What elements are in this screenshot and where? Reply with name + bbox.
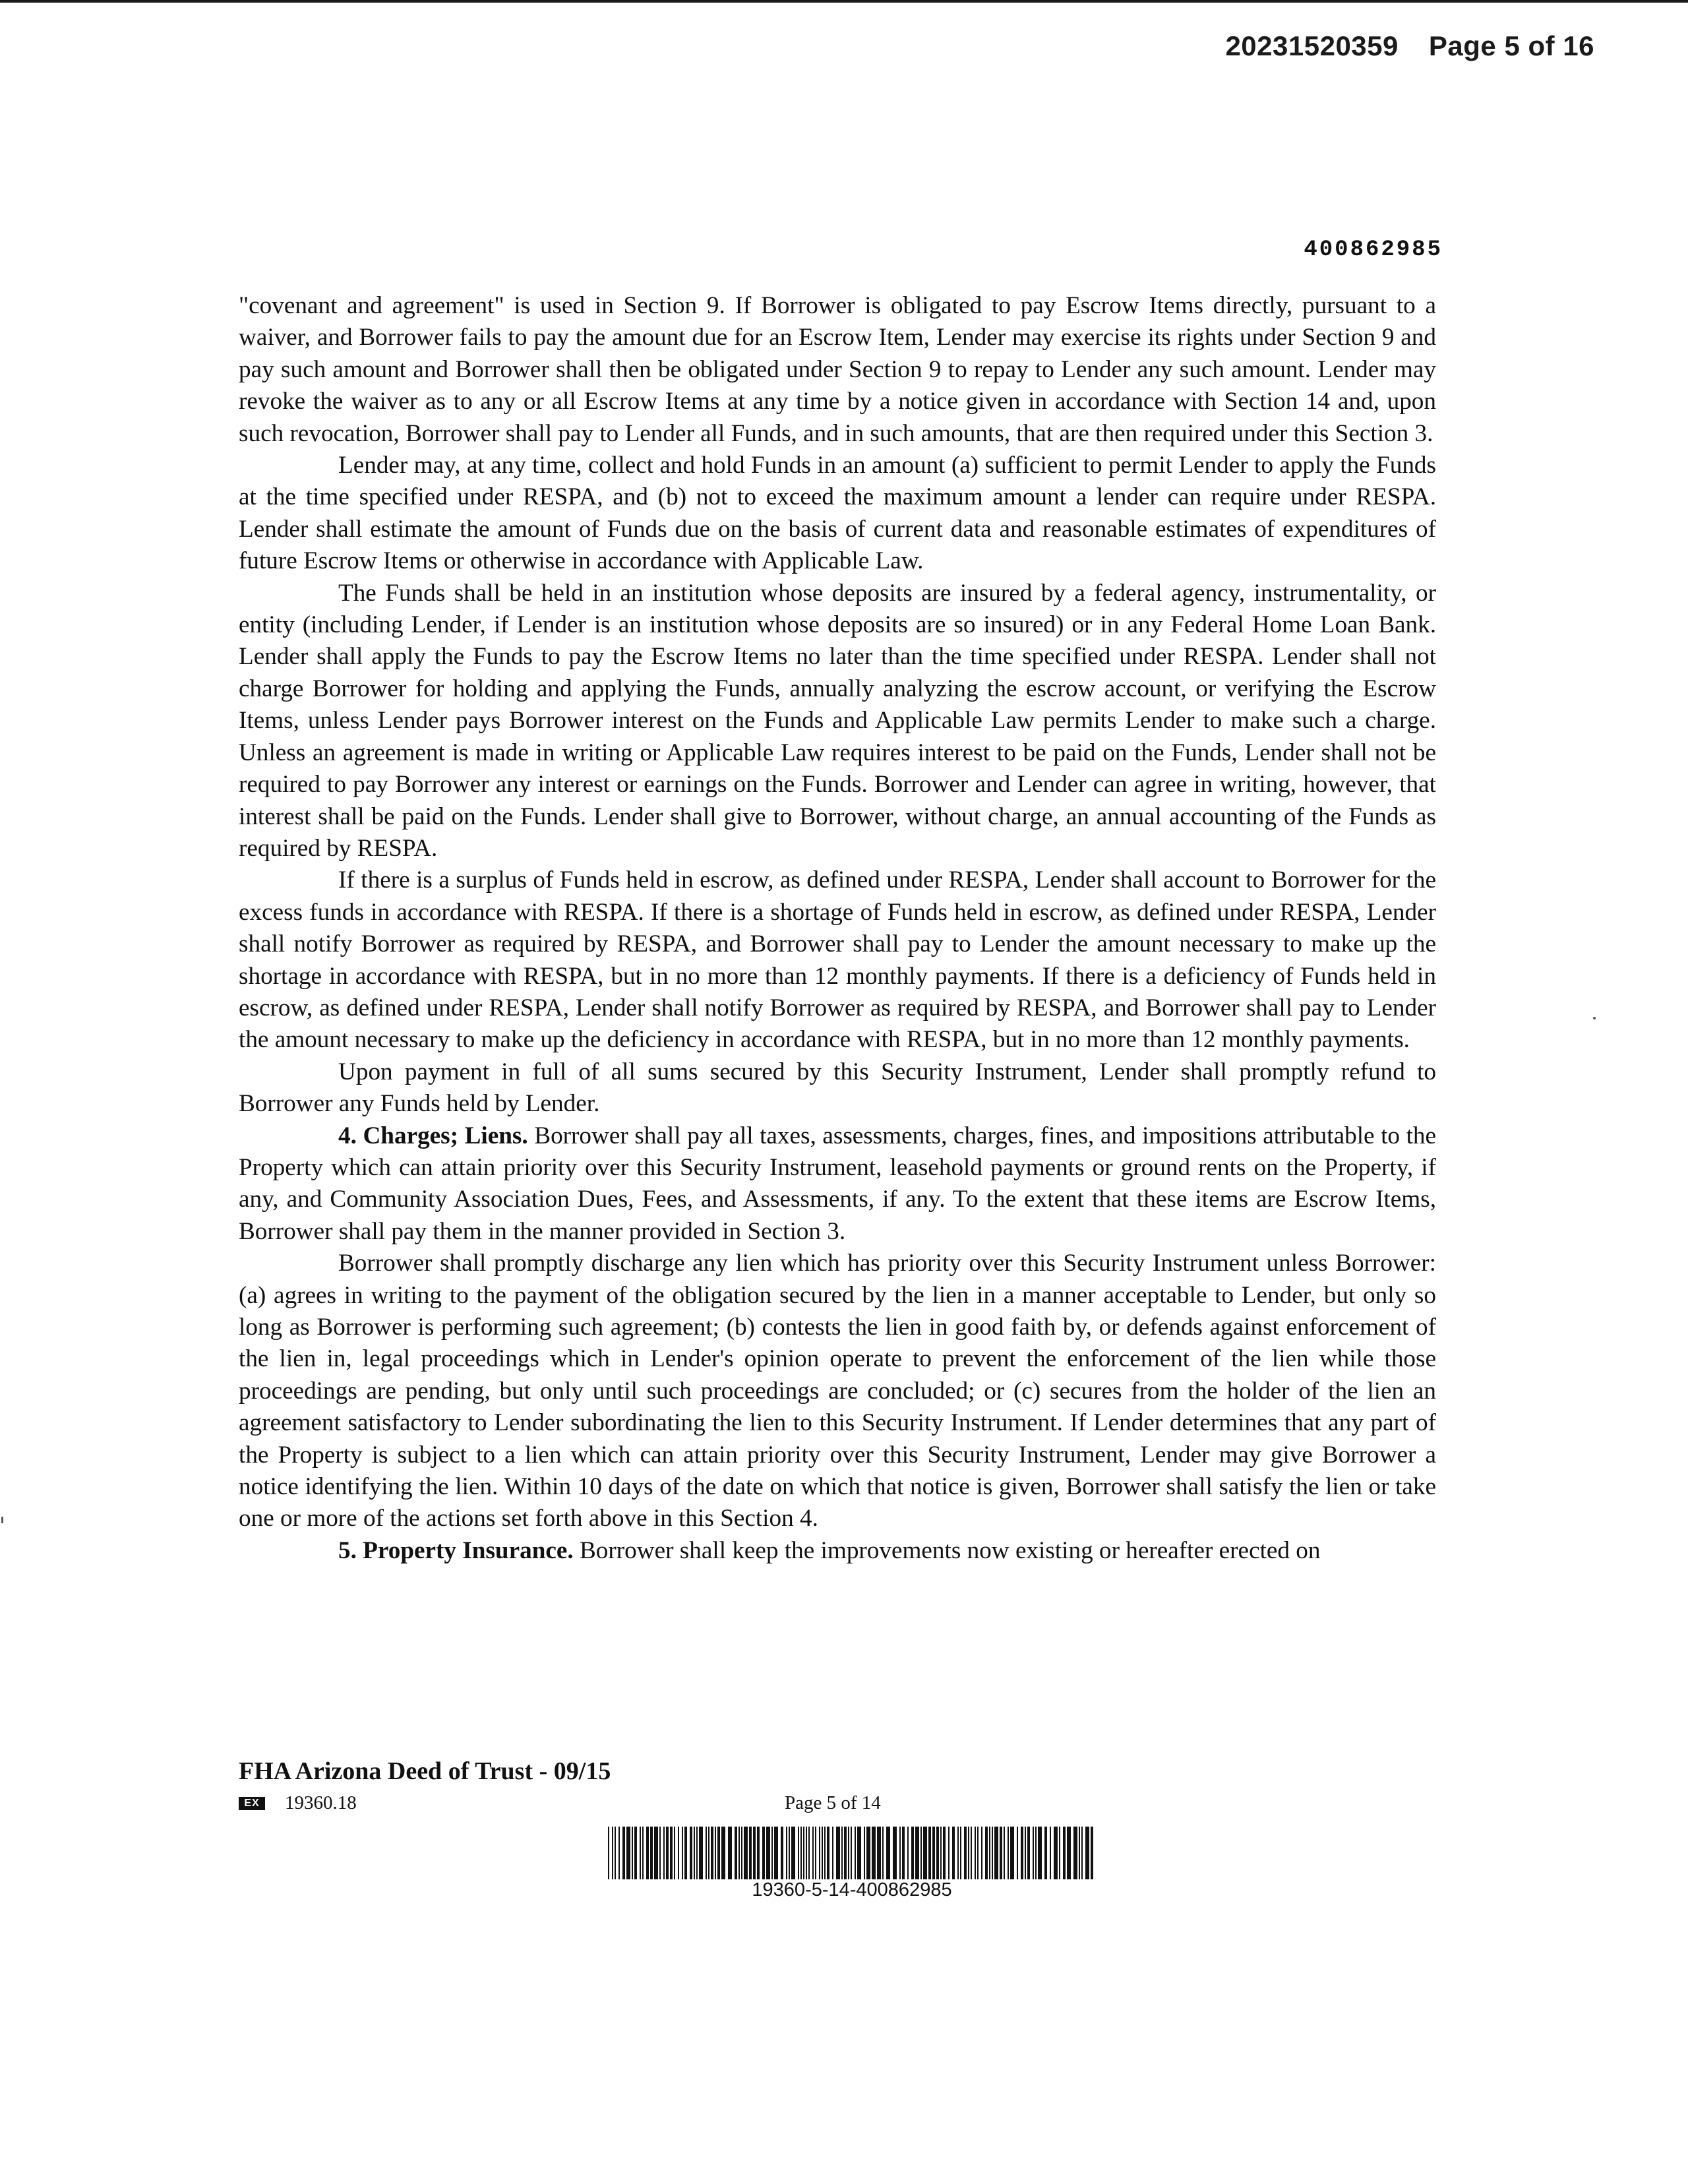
barcode-bar	[678, 1827, 679, 1879]
barcode-bar	[781, 1827, 783, 1879]
barcode-bar	[622, 1827, 625, 1879]
barcode-bar	[932, 1827, 935, 1879]
barcode-bar	[786, 1827, 787, 1879]
barcode-bar	[957, 1827, 959, 1879]
barcode-bar	[646, 1827, 649, 1879]
top-border-line	[0, 0, 1688, 3]
barcode-bar	[1085, 1827, 1089, 1879]
barcode-bar	[612, 1827, 613, 1879]
barcode-bar	[1050, 1827, 1051, 1879]
barcode-bar	[1038, 1827, 1042, 1879]
barcode-bar	[1091, 1827, 1093, 1879]
ex-logo: EX	[239, 1797, 265, 1810]
barcode-bar	[808, 1827, 810, 1879]
barcode-bar	[650, 1827, 653, 1879]
barcode-bar	[992, 1827, 993, 1879]
barcode-bar	[741, 1827, 742, 1879]
paragraph-4: If there is a surplus of Funds held in escrow, as defined under RESPA, Lender shall account to Borrower for the excess funds in accordance with RESPA. If there is a shortage of Funds held in escrow, as defined under RESPA, Lender shall notify Borrower as required by RESPA, and Borrower shall pay to Lender the amount necessary to make up the shortage in accordance with RESPA, but in no more than 12 monthly payments. If there is a deficiency of Funds held in escrow, as defined under RESPA, Lender shall notify Borrower as required by RESPA, and Borrower shall pay to Lender the amount necessary to make up the deficiency in accordance with RESPA, but in no more than 12 monthly payments.	[239, 866, 1436, 1054]
barcode-bar	[923, 1827, 927, 1879]
barcode-bar	[684, 1827, 687, 1879]
barcode-bar	[738, 1827, 740, 1879]
barcode-bar	[920, 1827, 922, 1879]
form-code-row	[239, 1792, 357, 1814]
barcode-bar	[626, 1827, 630, 1879]
barcode-bar	[753, 1827, 756, 1879]
barcode-bar	[1063, 1827, 1066, 1879]
section-5-heading: 5. Property Insurance.	[338, 1536, 574, 1564]
barcode-bar	[798, 1827, 799, 1879]
barcode-bar	[774, 1827, 778, 1879]
barcode-bar	[682, 1827, 683, 1879]
barcode-bar	[907, 1827, 909, 1879]
barcode-bar	[728, 1827, 732, 1879]
barcode-bar	[943, 1827, 946, 1879]
barcode-bar	[1081, 1827, 1083, 1879]
barcode-bar	[882, 1827, 884, 1879]
barcode-bar	[806, 1827, 807, 1879]
barcode-bar	[789, 1827, 790, 1879]
paragraph-1: "covenant and agreement" is used in Section 9. If Borrower is obligated to pay Escrow Items directly, pursuant to a waiver, and Borrower fails to pay the amount due for an Escrow Item, Lender may exercise its rights under Section 9 and pay such amount and Borrower shall then be obligated under Section 9 to repay to Lender any such amount. Lender may revoke the waiver as to any or all Escrow Items at any time by a notice given in accordance with Section 14 and, upon such revocation, Borrower shall pay to Lender all Funds, and in such amounts, that are then required under this Section 3.	[239, 292, 1436, 447]
barcode-bar	[1054, 1827, 1058, 1879]
paragraph-3: The Funds shall be held in an institution whose deposits are insured by a federal agency, instrumentality, or entity (including Lender, if Lender is an institution whose deposits are so insured) or in any Federal Home Loan Bank. Lender shall apply the Funds to pay the Escrow Items no later than the time specified under RESPA. Lender shall not charge Borrower for holding and applying the Funds, annually analyzing the escrow account, or verifying the Escrow Items, unless Lender pays Borrower interest on the Funds and Applicable Law permits Lender to make such a charge. Unless an agreement is made in writing or Applicable Law requires interest to be paid on the Funds, Lender shall not be required to pay Borrower any interest or earnings on the Funds. Borrower and Lender can agree in writing, however, that interest shall be paid on the Funds. Lender shall give to Borrower, without charge, an annual accounting of the Funds as required by RESPA.	[239, 579, 1436, 862]
footer-page-number: Page 5 of 14	[785, 1792, 881, 1813]
paragraph-8	[239, 1535, 1436, 1567]
barcode-bar	[832, 1827, 833, 1879]
barcode-bar	[670, 1827, 673, 1879]
barcode-bar	[1067, 1827, 1071, 1879]
paragraph-2: Lender may, at any time, collect and hold Funds in an amount (a) sufficient to permit Lender to apply the Funds at the time specified under RESPA, and (b) not to exceed the maximum amount a lender can require under RESPA. Lender shall estimate the amount of Funds due on the basis of current data and reasonable estimates of expenditures of future Escrow Items or otherwise in accordance with Applicable Law.	[239, 452, 1436, 575]
barcode-bar	[936, 1827, 939, 1879]
barcode-bar	[877, 1827, 881, 1879]
barcode-bar	[812, 1827, 814, 1879]
barcode-bar	[803, 1827, 804, 1879]
barcode-bar	[866, 1827, 870, 1879]
recording-header	[1225, 30, 1594, 62]
barcode-bar	[827, 1827, 829, 1879]
barcode-bar	[864, 1827, 865, 1879]
barcode-bar	[964, 1827, 967, 1879]
barcode-bar	[948, 1827, 950, 1879]
barcode-bar	[696, 1827, 698, 1879]
barcode-bar	[1073, 1827, 1077, 1879]
barcode-bar	[915, 1827, 919, 1879]
barcode-bar	[940, 1827, 942, 1879]
barcode-bar	[960, 1827, 961, 1879]
barcode-bar	[1008, 1827, 1009, 1879]
form-code: 19360.18	[285, 1792, 357, 1813]
barcode-bar	[1033, 1827, 1034, 1879]
barcode-bar	[994, 1827, 998, 1879]
barcode-bar	[766, 1827, 770, 1879]
scan-speck	[1, 1517, 3, 1523]
barcode-bar	[634, 1827, 637, 1879]
barcode-bar	[989, 1827, 990, 1879]
barcode-bar	[985, 1827, 988, 1879]
barcode-bar	[836, 1827, 840, 1879]
barcode-bar	[1044, 1827, 1047, 1879]
barcode-bar	[1021, 1827, 1023, 1879]
barcode-bar	[911, 1827, 914, 1879]
barcode-bar	[815, 1827, 816, 1879]
barcode-bar	[791, 1827, 795, 1879]
barcode-bar	[663, 1827, 665, 1879]
barcode-bar	[721, 1827, 725, 1879]
barcode-bar	[971, 1827, 972, 1879]
recording-number: 20231520359	[1225, 30, 1399, 61]
barcode-bar	[1079, 1827, 1080, 1879]
recording-page-label: Page 5 of 16	[1428, 30, 1594, 61]
barcode-bar	[1004, 1827, 1005, 1879]
barcode-bar	[819, 1827, 820, 1879]
barcode-bar	[893, 1827, 897, 1879]
paragraph-6	[239, 1120, 1436, 1248]
barcode-text: 19360-5-14-400862985	[752, 1879, 952, 1900]
barcode-bar	[981, 1827, 982, 1879]
barcode-bar	[952, 1827, 955, 1879]
barcode-bar	[615, 1827, 616, 1879]
paragraph-7: Borrower shall promptly discharge any lien which has priority over this Security Instrument unless Borrower: (a) agrees in writing to the payment of the obligation secured by the lien in a manner acceptable to Lender, but only so long as Borrower is performing such agreement; (b) contests the lien in good faith by, or defends against enforcement of the lien in, legal proceedings which in Lender's opinion operate to prevent the enforcement of the lien while those proceedings are pending, but only until such proceedings are concluded; or (c) secures from the holder of the lien an agreement satisfactory to Lender subordinating the lien to this Security Instrument. If Lender determines that any part of the Property is subject to a lien which can attain priority over this Security Instrument, Lender may give Borrower a notice identifying the lien. Within 10 days of the date on which that notice is given, Borrower shall satisfy the lien or take one or more of the actions set forth above in this Section 4.	[239, 1250, 1436, 1532]
barcode-bar	[749, 1827, 752, 1879]
paragraph-5: Upon payment in full of all sums secured by this Security Instrument, Lender shall promptly refund to Borrower any Funds held by Lender.	[239, 1058, 1436, 1118]
scan-speck	[1593, 1017, 1596, 1019]
barcode-bar	[1025, 1827, 1026, 1879]
barcode-bar	[848, 1827, 849, 1879]
barcode-bar	[618, 1827, 620, 1879]
barcode-bar	[822, 1827, 823, 1879]
barcode-bar	[899, 1827, 901, 1879]
barcode-bar	[708, 1827, 709, 1879]
barcode-bar	[762, 1827, 765, 1879]
barcode-bar	[744, 1827, 748, 1879]
barcode-bar	[902, 1827, 905, 1879]
barcode-bar	[699, 1827, 703, 1879]
barcode-bar	[674, 1827, 675, 1879]
barcode-bar	[666, 1827, 669, 1879]
barcode-bar	[640, 1827, 641, 1879]
barcode-bar	[711, 1827, 713, 1879]
barcode-bar	[757, 1827, 760, 1879]
barcode-bar	[977, 1827, 979, 1879]
section-4-text: Borrower shall pay all taxes, assessments, charges, fines, and impositions attributable to the Property which can attain priority over this Security Instrument, leasehold payments or ground rents on the Property, if any, and Community Association Dues, Fees, and Assessments, if any. To the extent that these items are Escrow Items, Borrower shall pay them in the manner provided in Section 3.	[239, 1122, 1437, 1245]
section-4-heading: 4. Charges; Liens.	[338, 1122, 528, 1149]
barcode-bar	[642, 1827, 644, 1879]
barcode	[608, 1827, 1096, 1879]
document-body	[239, 290, 1436, 1567]
barcode-bar	[771, 1827, 773, 1879]
form-title: FHA Arizona Deed of Trust - 09/15	[239, 1757, 611, 1785]
barcode-bar	[886, 1827, 890, 1879]
barcode-bar	[735, 1827, 737, 1879]
barcode-bar	[800, 1827, 802, 1879]
barcode-bar	[717, 1827, 720, 1879]
barcode-bar	[857, 1827, 861, 1879]
barcode-bar	[706, 1827, 707, 1879]
barcode-bar	[1000, 1827, 1002, 1879]
barcode-bar	[872, 1827, 876, 1879]
barcode-bar	[715, 1827, 716, 1879]
barcode-bar	[1059, 1827, 1060, 1879]
barcode-bar	[968, 1827, 969, 1879]
barcode-bar	[1010, 1827, 1014, 1879]
barcode-bar	[975, 1827, 976, 1879]
barcode-bar	[1017, 1827, 1018, 1879]
barcode-bar	[654, 1827, 658, 1879]
barcode-bar	[690, 1827, 692, 1879]
barcode-bar	[632, 1827, 633, 1879]
barcode-bar	[608, 1827, 609, 1879]
barcode-bar	[1035, 1827, 1037, 1879]
barcode-bar	[851, 1827, 852, 1879]
barcode-bar	[694, 1827, 695, 1879]
barcode-bar	[844, 1827, 847, 1879]
barcode-bar	[824, 1827, 826, 1879]
loan-number: 400862985	[1304, 237, 1443, 262]
section-5-text: Borrower shall keep the improvements now existing or hereafter erected on	[573, 1536, 1321, 1564]
barcode-bar	[841, 1827, 843, 1879]
barcode-bar	[1027, 1827, 1030, 1879]
barcode-bar	[855, 1827, 856, 1879]
barcode-bar	[659, 1827, 661, 1879]
barcode-bar	[928, 1827, 931, 1879]
